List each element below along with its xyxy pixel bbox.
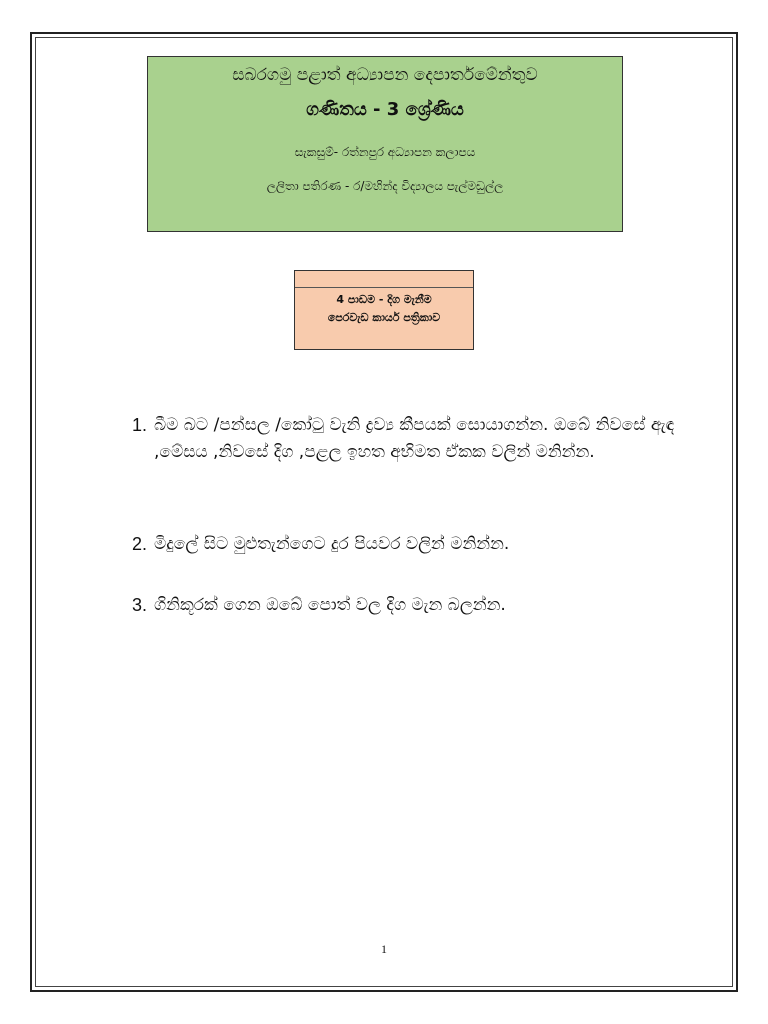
task-number: 1.	[132, 415, 148, 435]
task-text: බීම බට /පන්සල /කෝටු වැනි ද්‍රව්‍ය කීපයක් සොයාගන්න. ඔබේ නිවසේ ඇඳ ,මේසය ,නිවසේ දිග ,පළල ඉහත අභිමත ඒකක වලින් මනින්න.	[154, 415, 675, 462]
department-title: සබරගමු පළාත් අධ්‍යාපන දෙපාර්තමේන්තුව	[232, 65, 538, 85]
task-item	[132, 592, 702, 619]
header-box	[147, 56, 623, 232]
task-number: 2.	[132, 534, 148, 554]
lesson-box	[294, 270, 474, 350]
task-text: මිදුලේ සිට මුළුතැන්ගෙට දුර පියවර වලින් මනින්න.	[154, 534, 510, 554]
lesson-box-divider	[295, 287, 473, 288]
subject-grade: ගණිතය - 3 ශ්‍රේණිය	[306, 99, 464, 120]
task-item	[132, 531, 702, 558]
task-text: ගිනිකූරක් ගෙන ඔබේ පොත් වල දිග මැන බලන්න.	[154, 595, 506, 615]
compiled-by: සැකසුම්- රත්නපුර අධ්‍යාපන කලාපය	[294, 145, 476, 159]
task-number: 3.	[132, 595, 148, 615]
lesson-subtitle: පෙරවැඩ කාර්ය පත්‍රිකාව	[327, 311, 441, 324]
author-line: ලලිතා පතිරණ - ර/මහින්ද විද්‍යාලය පැල්මඩුල්ල	[266, 179, 504, 193]
lesson-title: 4 පාඩම - දිග මැනීම	[336, 293, 432, 306]
page-number: 1	[381, 942, 387, 956]
task-item	[132, 412, 702, 466]
